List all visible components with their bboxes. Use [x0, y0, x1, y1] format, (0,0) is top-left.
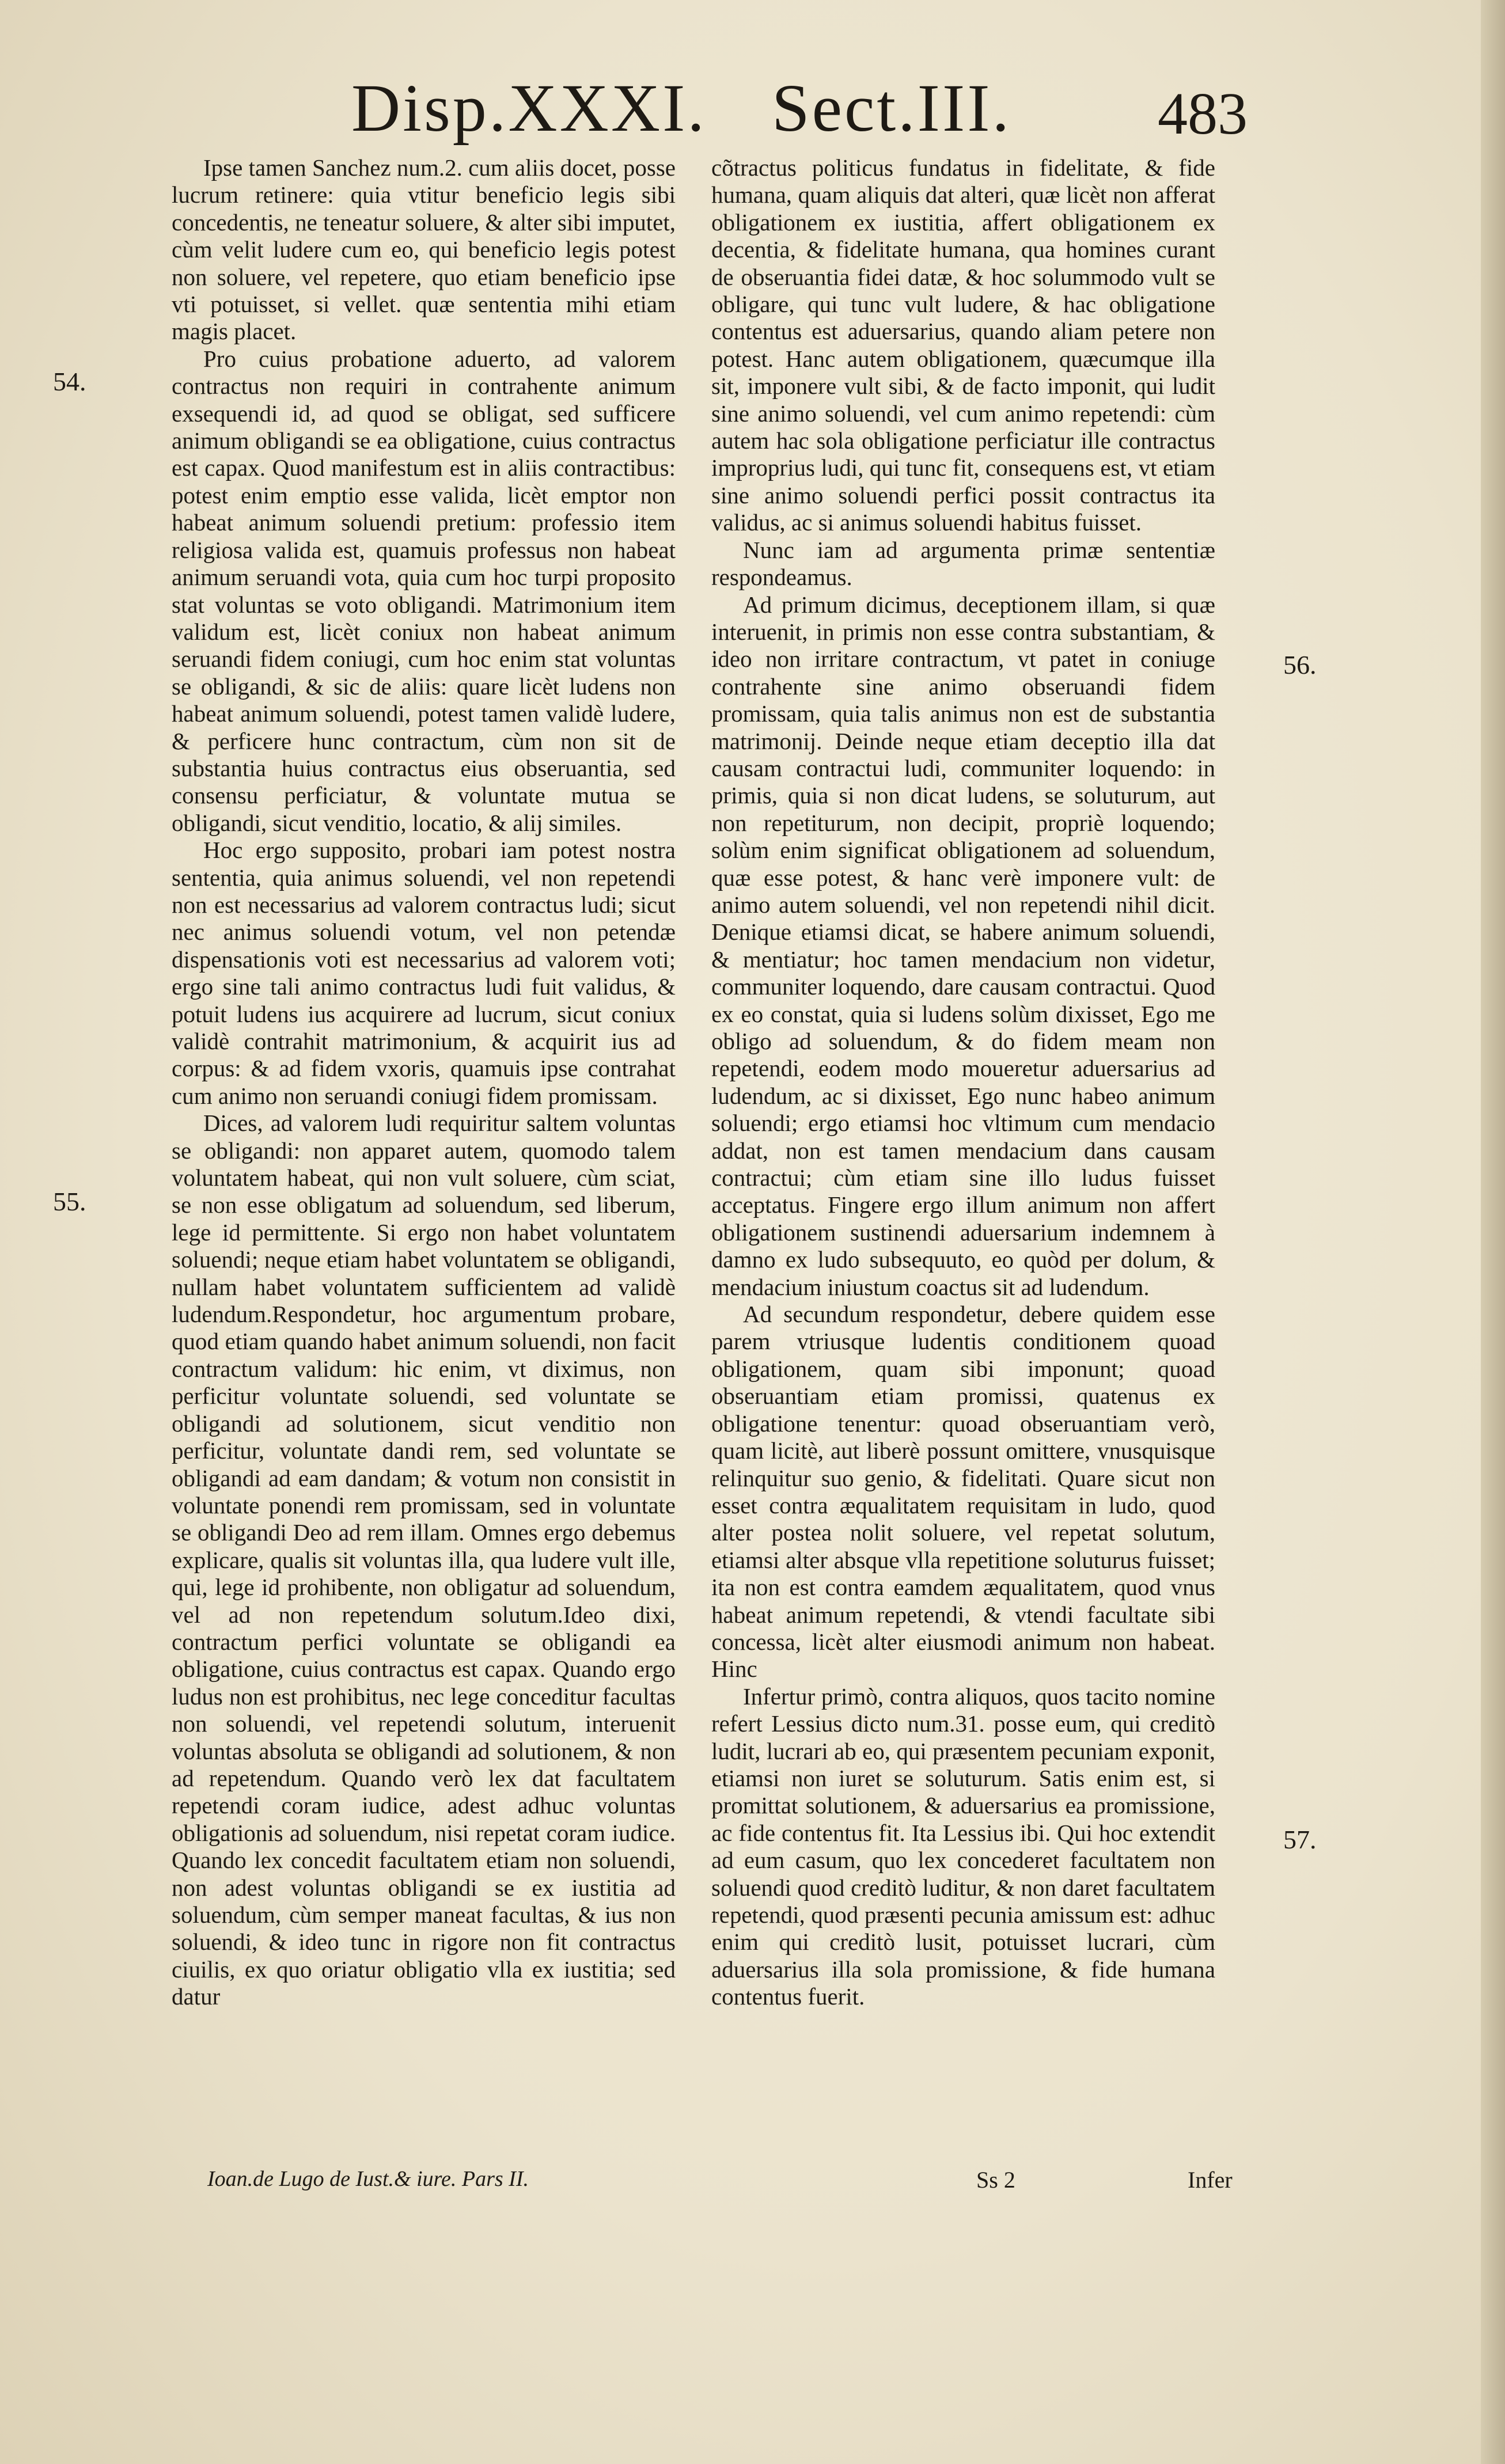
right-column: [711, 154, 1215, 2199]
margin-number-55: 55.: [53, 1187, 86, 1216]
running-header: [323, 69, 1302, 155]
signature-mark: Ss 2: [976, 2167, 1015, 2193]
left-column: [172, 154, 676, 2199]
margin-number-56: 56.: [1283, 650, 1317, 679]
margin-number-54: 54.: [53, 367, 86, 396]
paragraph: Nunc iam ad argumenta primæ sententiæ respondeamus.: [711, 536, 1215, 591]
paragraph: cõtractus politicus fundatus in fidelitate, & fide humana, quam aliquis dat alteri, quæ licèt non afferat obligationem ex iustitia, affert obligationem ex decentia, & fidelitate humana, qua homines curant de obseruantia fidei datæ, & hoc solummodo vult se obligare, qui tunc vult ludere, & hac obligatione contentus est aduersarius, quando aliam petere non potest. Hanc autem obligationem, quæcumque illa sit, imponere vult sibi, & de facto imponit, qui ludit sine animo soluendi, vel cum animo repetendi: cùm autem hac sola obligatione perficiatur ille contractus improprius ludi, qui tunc fit, consequens est, vt etiam sine animo soluendi perfici possit contractus ita validus, ac si animus soluendi habitus fuisset.: [711, 154, 1215, 536]
page-number: 483: [1158, 81, 1248, 147]
catchword: Infer: [1188, 2167, 1233, 2193]
margin-number-57: 57.: [1283, 1825, 1317, 1854]
paragraph: Hoc ergo supposito, probari iam potest nostra sententia, quia animus soluendi, vel non repetendi non est necessarius ad valorem contractus ludi; sicut nec animus soluendi votum, vel non petendæ dispensationis voti est necessarius ad valorem voti; ergo sine tali animo contractus ludi fuit validus, & potuit ludens ius acquirere ad lucrum, sicut coniux validè contrahit matrimonium, & acquirit ius ad corpus: & ad fidem vxoris, quamuis ipse contrahat cum animo non seruandi coniugi fidem promissam.: [172, 837, 676, 1109]
paragraph: Pro cuius probatione aduerto, ad valorem contractus non requiri in contrahente animum exsequendi id, ad quod se obligat, sed sufficere animum obligandi se ea obligatione, cuius contractus est capax. Quod manifestum est in aliis contractibus: potest enim emptio esse valida, licèt emptor non habeat animum soluendi pretium: professio item religiosa valida est, quamuis professus non habeat animum seruandi vota, quia cum hoc turpi proposito stat voluntas se voto obligandi. Matrimonium item validum est, licèt coniux non habeat animum seruandi fidem coniugi, cum hoc enim stat voluntas se obligandi, & sic de aliis: quare licèt ludens non habeat animum soluendi, potest tamen validè ludere, & perficere hunc contractum, cùm non sit de substantia huius contractus eius obseruantia, sed consensu perficiatur, & voluntate mutua se obligandi, sicut venditio, locatio, & alij similes.: [172, 345, 676, 836]
running-title: Ioan.de Lugo de Iust.& iure. Pars II.: [207, 2167, 529, 2191]
paragraph: Dices, ad valorem ludi requiritur saltem voluntas se obligandi: non apparet autem, quomodo talem voluntatem habeat, qui non vult soluere, cùm sciat, se non esse obligatum ad soluendum, sed liberum, lege id permittente. Si ergo non habet voluntatem soluendi; neque etiam habet voluntatem se obligandi, nullam habet voluntatem sufficientem ad validè ludendum.Respondetur, hoc argumentum probare, quod etiam quando habet animum soluendi, non facit contractum validum: hic enim, vt diximus, non perficitur voluntate soluendi, sed voluntate se obligandi ad solutionem, sicut venditio non perficitur, voluntate dandi rem, sed voluntate se obligandi ad eam dandam; & votum non consistit in voluntate ponendi rem promissam, sed in voluntate se obligandi Deo ad rem illam. Omnes ergo debemus explicare, qualis sit voluntas illa, qua ludere vult ille, qui, lege id prohibente, non obligatur ad soluendum, vel ad non repetendum solutum.Ideo dixi, contractum perfici voluntate se obligandi ea obligatione, cuius contractus est capax. Quando ergo ludus non est prohibitus, nec lege conceditur facultas non soluendi, vel repetendi solutum, interuenit voluntas absoluta se obligandi ad solutionem, & non ad repetendum. Quando verò lex dat facultatem repetendi coram iudice, adest adhuc voluntas obligationis ad soluendum, nisi repetat coram iudice. Quando lex concedit facultatem etiam non soluendi, non adest voluntas obligandi se ex iustitia ad soluendum, cùm semper maneat facultas, & ius non soluendi, & ideo tunc in rigore non fit contractus ciuilis, ex quo oriatur obligatio vlla ex iustitia; sed datur: [172, 1110, 676, 2010]
sectio-heading: Sect.III.: [772, 70, 1012, 146]
disputatio-heading: Disp.XXXI.: [351, 70, 707, 146]
paragraph: Ad primum dicimus, deceptionem illam, si quæ interuenit, in primis non esse contra substantiam, & ideo non irritare contractum, vt patet in coniuge contrahente sine animo obseruandi fidem promissam, quia talis animus non est de substantia matrimonij. Deinde neque etiam deceptio illa dat causam contractui ludi, communiter loquendo: in primis, quia si non dicat ludens, se soluturum, aut non repetiturum, non decipit, propriè loquendo; solùm enim significat obligationem ad soluendum, quæ esse potest, & hanc verè imponere vult: de animo autem soluendi, vel non repetendi nihil dicit. Denique etiamsi dicat, se habere animum soluendi, & mentiatur; hoc tamen mendacium non videtur, communiter loquendo, dare causam contractui. Quod ex eo constat, quia si ludens solùm dixisset, Ego me obligo ad soluendum, & do fidem meam non repetendi, eodem modo moueretur aduersarius ad ludendum, ac si dixisset, Ego nunc habeo animum soluendi; ergo etiamsi hoc vltimum cum mendacio addat, non est tamen mendacium dans causam contractui; cùm etiam sine illo ludus fuisset acceptatus. Fingere ergo illum animum non affert obligationem sustinendi aduersarium indemnem à damno ex ludo subsequuto, eo quòd per dolum, & mendacium iniustum coactus sit ad ludendum.: [711, 591, 1215, 1300]
page-edge: [1481, 0, 1505, 2464]
paragraph: Ad secundum respondetur, debere quidem esse parem vtriusque ludentis conditionem quoad obligationem, quam sibi imponunt; quoad obseruantiam etiam promissi, quatenus ex obligatione tenentur: quoad obseruantiam verò, quam licitè, aut liberè possunt omittere, vnusquisque relinquitur suo genio, & fidelitati. Quare sicut non esset contra æqualitatem requisitam in ludo, quod alter postea nolit soluere, vel repetat solutum, etiamsi alter absque vlla repetitione soluturus fuisset; ita non est contra eamdem æqualitatem, quod vnus habeat animum repetendi, & vtendi facultate sibi concessa, licèt alter eiusmodi animum non habeat. Hinc: [711, 1301, 1215, 1683]
paragraph: Infertur primò, contra aliquos, quos tacito nomine refert Lessius dicto num.31. posse eum, qui creditò ludit, lucrari ab eo, qui præsentem pecuniam exponit, etiamsi non iuret se soluturum. Satis enim est, si promittat solutionem, & aduersarius ea promissione, ac fide contentus fit. Ita Lessius ibi. Qui hoc extendit ad eum casum, quo lex concederet facultatem non soluendi quod creditò luditur, & non daret facultatem repetendi, quod præsenti pecunia amissum est: adhuc enim qui creditò lusit, potuisset lucrari, cùm aduersarius illa sola promissione, & fide humana contentus fuerit.: [711, 1683, 1215, 2010]
paragraph: Ipse tamen Sanchez num.2. cum aliis docet, posse lucrum retinere: quia vtitur beneficio legis sibi concedentis, ne teneatur soluere, & alter sibi imputet, cùm velit ludere cum eo, qui beneficio legis potest non soluere, vel repetere, quo etiam beneficio ipse vti potuisset, si vellet. quæ sententia mihi etiam magis placet.: [172, 154, 676, 345]
